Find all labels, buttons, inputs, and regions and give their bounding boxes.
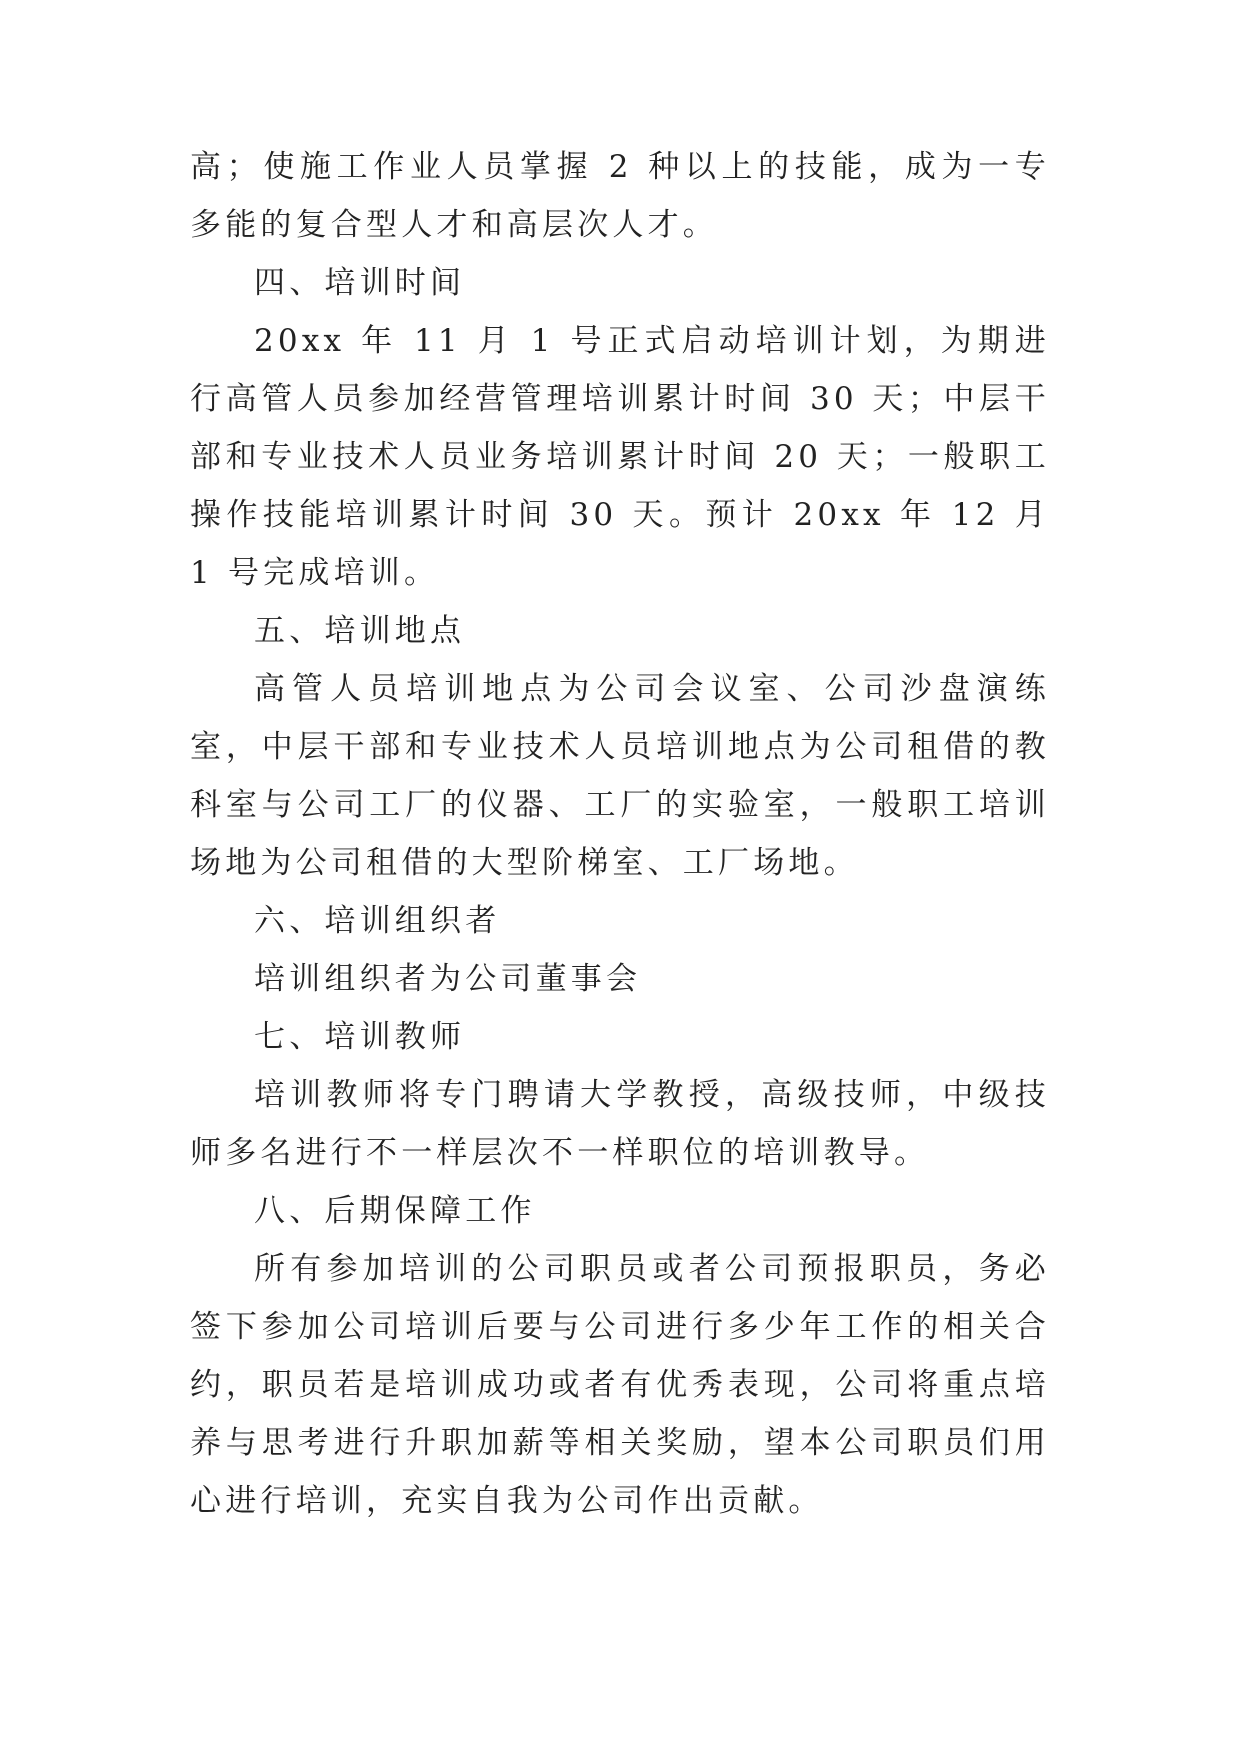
paragraph-continuation: 高；使施工作业人员掌握 2 种以上的技能，成为一专多能的复合型人才和高层次人才。 [190, 149, 1050, 243]
document-page [190, 138, 1050, 1530]
paragraph-training-organizer: 培训组织者为公司董事会 [254, 961, 642, 997]
paragraph-followup-support: 所有参加培训的公司职员或者公司预报职员，务必签下参加公司培训后要与公司进行多少年工作的相关合约，职员若是培训成功或者有优秀表现，公司将重点培养与思考进行升职加薪等相关奖励，望本公司职员们用心进行培训，充实自我为公司作出贡献。 [190, 1251, 1050, 1519]
section-heading-training-organizer: 六、培训组织者 [254, 903, 501, 939]
section-heading-followup-support: 八、后期保障工作 [254, 1193, 536, 1229]
paragraph-training-location: 高管人员培训地点为公司会议室、公司沙盘演练室，中层干部和专业技术人员培训地点为公司租借的教科室与公司工厂的仪器、工厂的实验室，一般职工培训场地为公司租借的大型阶梯室、工厂场地。 [190, 671, 1050, 881]
section-heading-training-location: 五、培训地点 [254, 613, 466, 649]
section-heading-training-teachers: 七、培训教师 [254, 1019, 466, 1055]
section-heading-training-time: 四、培训时间 [254, 265, 466, 301]
paragraph-training-teachers: 培训教师将专门聘请大学教授，高级技师，中级技师多名进行不一样层次不一样职位的培训教导。 [190, 1077, 1050, 1171]
paragraph-training-time: 20xx 年 11 月 1 号正式启动培训计划，为期进行高管人员参加经营管理培训累计时间 30 天；中层干部和专业技术人员业务培训累计时间 20 天；一般职工操作技能培训累计时间 30 天。预计 20xx 年 12 月 1 号完成培训。 [190, 323, 1050, 591]
